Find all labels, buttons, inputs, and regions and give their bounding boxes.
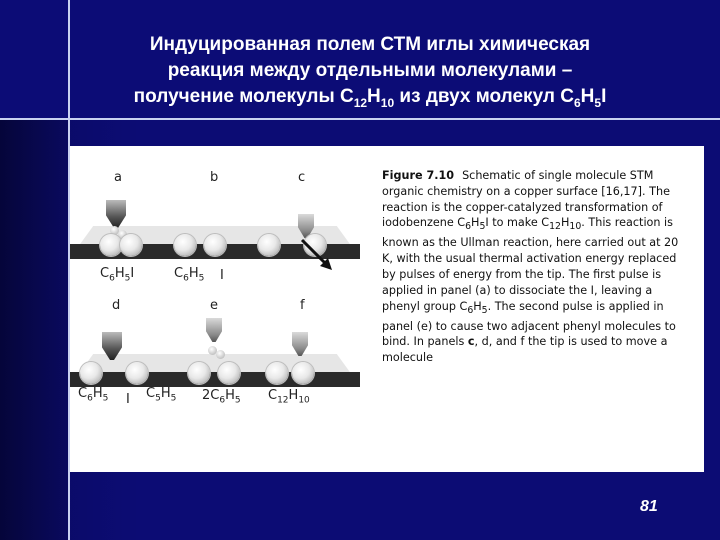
figure-image — [70, 146, 704, 472]
slide-title — [90, 32, 650, 116]
title-line-3: получение молекулы $C_{12}H_{10}$ из двух молекул $C_6H_5I$ — [133, 86, 607, 110]
label-i-d: I — [126, 392, 130, 407]
stm-tip-f — [292, 332, 308, 356]
label-c6h5i: $C_6H_5I$ — [100, 266, 135, 284]
panel-label-e: e — [210, 298, 218, 313]
copper-surface-bottom — [70, 372, 360, 387]
molecule-c1 — [258, 234, 280, 256]
molecule-a2 — [120, 234, 142, 256]
molecule-a1 — [100, 234, 122, 256]
figure-number: Figure 7.10 — [382, 169, 455, 182]
title-line-2: реакция между отдельными молекулами – — [167, 60, 573, 81]
label-c12h10: $C_{12}H_{10}$ — [268, 388, 310, 406]
left-strip — [0, 120, 68, 540]
label-c5h5: $C_5H_5$ — [146, 386, 177, 404]
molecule-e1 — [188, 362, 210, 384]
page-number: 81 — [640, 498, 658, 515]
atom-e2 — [216, 350, 225, 359]
arrow-icon — [298, 236, 338, 276]
stm-tip-a — [106, 200, 126, 228]
panel-label-c: c — [298, 170, 306, 185]
molecule-b1 — [174, 234, 196, 256]
molecule-b2 — [204, 234, 226, 256]
panel-label-a: a — [114, 170, 122, 185]
panel-label-f: f — [300, 298, 305, 313]
panel-label-b: b — [210, 170, 219, 185]
label-c6h5-b: $C_6H_5$ — [174, 266, 205, 284]
title-line-1: Индуцированная полем СТМ иглы химическая — [149, 34, 591, 55]
molecule-f1 — [266, 362, 288, 384]
stm-tip-e — [206, 318, 222, 342]
label-i-b: I — [220, 268, 224, 283]
molecule-f2 — [292, 362, 314, 384]
panel-label-d: d — [112, 298, 121, 313]
label-c6h5-d: $C_6H_5$ — [78, 386, 109, 404]
molecule-e2 — [218, 362, 240, 384]
molecule-d2 — [126, 362, 148, 384]
label-2c6h5: $2C_6H_5$ — [202, 388, 241, 406]
molecule-d1 — [80, 362, 102, 384]
horizontal-rule — [0, 118, 720, 120]
figure-caption: Figure 7.10 Schematic of single molecule STM organic chemistry on a copper surface [16,17]. The reaction is the copper-catalyzed transformation of iodobenzene $C_6H_5I$ to make $C_{12}H_{10}$. This reaction is known as the Ullman reaction, here carried out at 20 K, with the usual thermal activation energy replaced by pulses of energy from the tip. The first pulse is applied in panel (a) to dissociate the I, leaving a phenyl group $C_6H_5$. The second pulse is applied in panel (e) to cause two adjacent phenyl molecules to bind. In panels c, d, and f the tip is used to move a molecule — [382, 169, 679, 365]
